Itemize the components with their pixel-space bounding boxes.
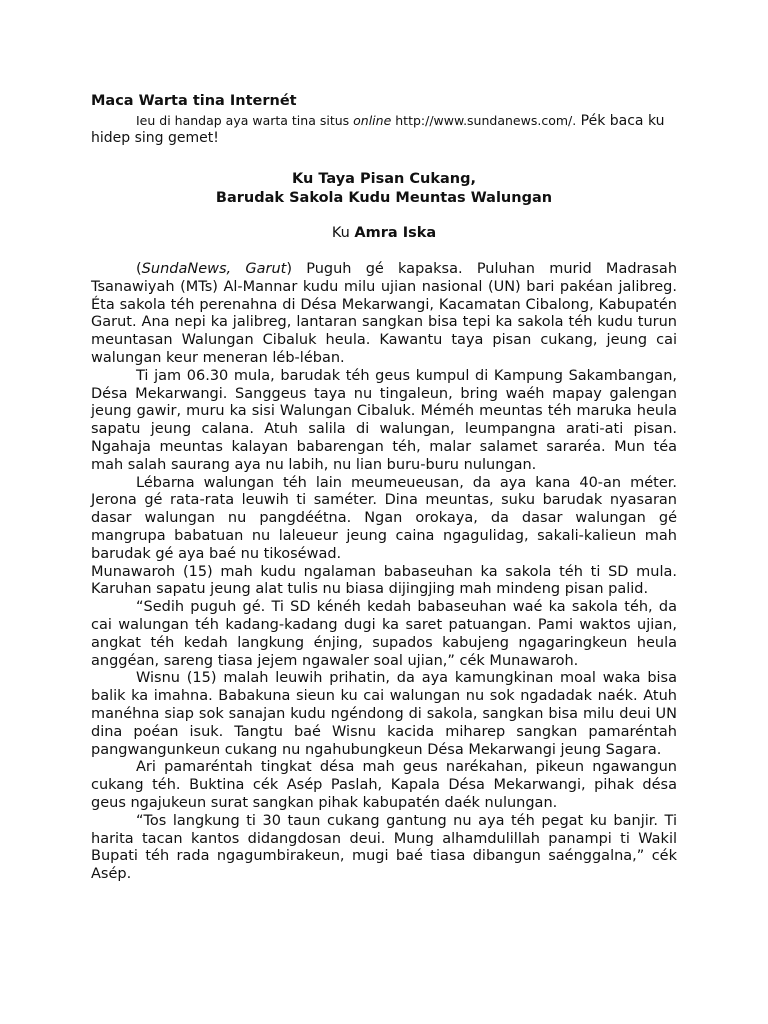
intro-instruction: Pék baca ku hidep sing gemet! (91, 113, 665, 146)
intro-url[interactable]: http://www.sundanews.com/. (391, 113, 577, 128)
article-paragraph-3: Lébarna walungan téh lain meumeueusan, da aya kana 40-an méter. Jerona gé rata-rata leuwih ti saméter. Dina meuntas, suku barudak nyasaran dasar walungan nu pangdéétna. Ngan orokaya, da dasar walungan gé mangrupa babatuan nu laleueur jeung caina ngagulidag, sakali-kalieun mah barudak gé aya baé nu tikoséwad. (91, 474, 677, 562)
section-title: Maca Warta tina Internét (91, 93, 297, 109)
byline-prefix: Ku (331, 225, 355, 241)
article-body (91, 261, 677, 884)
article-paragraph-4: Munawaroh (15) mah kudu ngalaman babaseuhan ka sakola téh ti SD mula. Karuhan sapatu jeung alat tulis nu biasa dijingjing mah mindeng pisan palid. (91, 563, 677, 598)
article-paragraph-8: “Tos langkung ti 30 taun cukang gantung nu aya téh pegat ku banjir. Ti harita tacan kantos didangdosan deui. Mung alhamdulillah panampi ti Wakil Bupati téh rada ngagumbirakeun, mugi baé tiasa dibangun saénggalna,” cék Asép. (91, 812, 677, 883)
article-paragraph-5: “Sedih puguh gé. Ti SD kénéh kedah babaseuhan waé ka sakola téh, da cai walungan téh kadang-kadang dugi ka saret patuangan. Pami waktos ujian, angkat téh kedah langkung énjing, supados kabujeng ngagaringkeun heula anggéan, sareng tiasa jejem ngawaler soal ujian,” cék Munawaroh. (91, 599, 677, 669)
dateline: SundaNews, Garut (141, 261, 287, 277)
intro-paragraph (91, 112, 677, 147)
article-byline (91, 224, 677, 243)
byline-author: Amra Iska (354, 225, 437, 241)
article-paragraph-7: Ari pamaréntah tingkat désa mah geus narékahan, pikeun ngawangun cukang téh. Buktina cék Asép Paslah, Kapala Désa Mekarwangi, pihak désa geus ngajukeun surat sangkan pihak kabupatén daék nulungan. (91, 759, 677, 811)
article-title-line-2: Barudak Sakola Kudu Meuntas Walungan (215, 190, 553, 206)
paren-open: ( (136, 261, 142, 277)
article-paragraph-1 (91, 261, 677, 368)
article-paragraph-2: Ti jam 06.30 mula, barudak téh geus kumpul di Kampung Sakambangan, Désa Mekarwangi. Sanggeus taya nu tingaleun, bring waéh mapay galengan jeung gawir, muru ka sisi Walungan Cibaluk. Méméh meuntas téh maruka heula sapatu jeung calana. Atuh salila di walungan, leumpangna arati-ati pisan. Ngahaja meuntas kalayan babarengan téh, malar salamet sararéa. Mun téa mah salah saurang aya nu labih, nu lian buru-buru nulungan. (91, 367, 677, 473)
paragraph-1-text: ) Puguh gé kapaksa. Puluhan murid Madrasah Tsanawiyah (MTs) Al-Mannar kudu milu ujian nasional (UN) bari pakéan jalibreg. Éta sakola téh perenahna di Désa Mekarwangi, Kacamatan Cibalong, Kabupatén Garut. Ana nepi ka jalibreg, lantaran sangkan bisa tepi ka sakola téh kudu turun meuntasan Walungan Cibaluk heula. Kawantu taya pisan cukang, jeung cai walungan keur meneran léb-léban. (91, 261, 678, 366)
article-title (91, 170, 677, 208)
intro-italic: online (353, 113, 392, 128)
intro-text: Ieu di handap aya warta tina situs (136, 113, 354, 128)
article-title-line-1: Ku Taya Pisan Cukang, (292, 171, 476, 187)
article-paragraph-6: Wisnu (15) malah leuwih prihatin, da aya kamungkinan moal waka bisa balik ka imahna. Babakuna sieun ku cai walungan nu sok ngadadak naék. Atuh manéhna siap sok sanajan kudu ngéndong di sakola, sangkan bisa milu deui UN dina poéan isuk. Tangtu baé Wisnu kacida miharep sangkan pamaréntah pangwangunkeun cukang nu ngahubungkeun Désa Mekarwangi jeung Sagara. (91, 670, 677, 758)
